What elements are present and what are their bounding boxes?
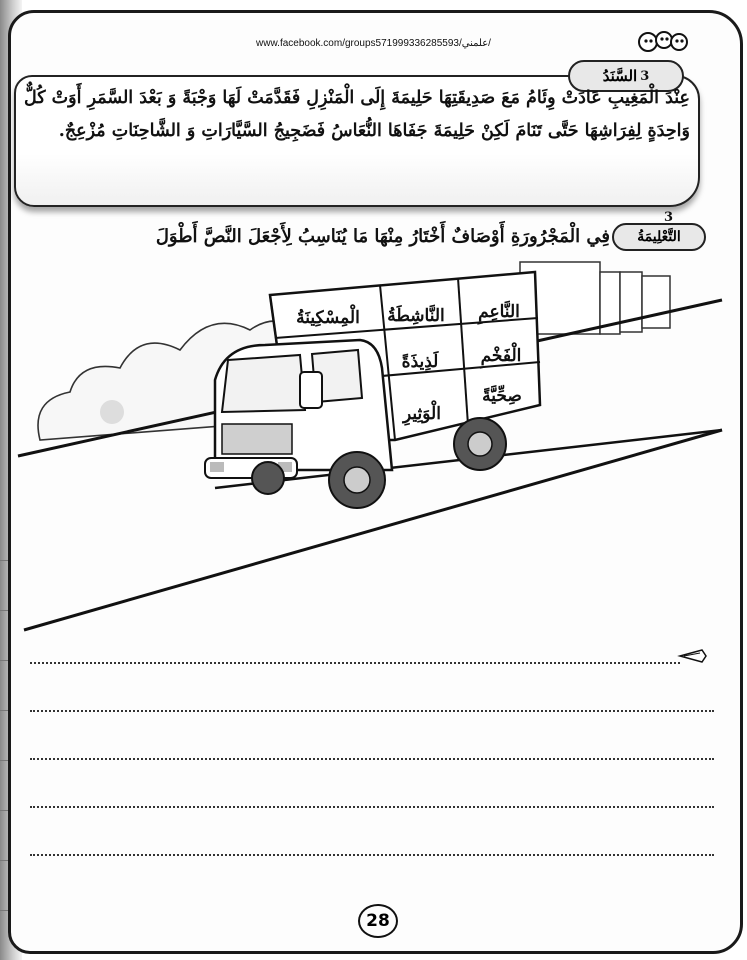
buildings-drawing — [520, 262, 670, 334]
instruction-text: فِي الْمَجْرُورَةِ أَوْصَافٌ أَخْتَارُ مِنْهَا مَا يُنَاسِبُ لِأَجْعَلَ النَّصَّ أَطْوَلَ — [155, 226, 610, 247]
pencil-icon — [680, 650, 706, 662]
instruction-number: 3 — [664, 210, 674, 225]
adjective-cell: الْمِسْكِينَةُ — [296, 308, 360, 328]
adjective-cell: النَّاشِطَةُ — [387, 306, 445, 326]
adjective-cell: النَّاعِمِ — [478, 302, 520, 322]
page-number: 28 — [358, 904, 398, 938]
writing-line[interactable] — [30, 710, 714, 712]
adjective-cell: الْوَثِيرِ — [403, 404, 441, 424]
section-label-text: السَّنَدُ — [602, 67, 638, 85]
writing-line[interactable] — [30, 758, 714, 760]
instruction-label-text: التَّعْلِيمَةُ — [637, 229, 681, 245]
adjective-cell: الْفَخْمِ — [480, 346, 522, 366]
writing-line[interactable] — [30, 806, 714, 808]
writing-line[interactable] — [30, 662, 680, 664]
passage-text: عِنْدَ الْمَغِيبِ عَادَتْ وِئَامُ مَعَ صَدِيقَتِهَا حَلِيمَةَ إِلَى الْمَنْزِلِ فَقَدَّمَتْ لَهَا وَجْبَةً وَ بَعْدَ السَّمَرِ أَوَتْ كُلٌّ وَاحِدَةٍ لِفِرَاشِهَا حَتَّى تَنَامَ لَكِنْ حَلِيمَةَ جَفَاهَا النُّعَاسُ فَضَجِيجُ السَّيَّارَاتِ وَ الشَّاحِنَاتِ مُزْعِجٌ. — [24, 88, 690, 141]
writing-line[interactable] — [30, 854, 714, 856]
adjective-cell: صِحِّيَّةً — [482, 386, 522, 406]
source-url: www.facebook.com/groups571999336285593/علمني/ — [256, 38, 491, 49]
section-number: 3 — [640, 68, 650, 84]
adjective-cell: لَذِيذَةً — [401, 352, 439, 372]
